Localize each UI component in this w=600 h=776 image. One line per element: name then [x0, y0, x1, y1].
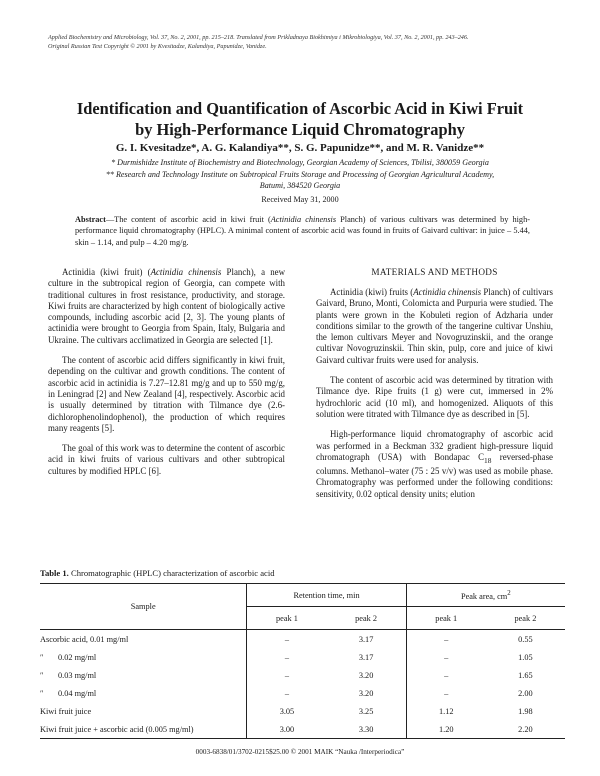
cell-pa2: 2.20 [486, 720, 565, 739]
right-column [316, 267, 553, 509]
cell-sample: ″ 0.02 mg/ml [40, 648, 247, 666]
affiliation-2 [40, 169, 560, 191]
cell-rt1: 3.00 [247, 720, 327, 739]
table-row [40, 648, 565, 666]
methods-p1-species: Actinidia chinensis [413, 287, 482, 297]
cell-rt2: 3.20 [327, 684, 407, 702]
table-caption [40, 568, 565, 579]
cell-sample: ″ 0.03 mg/ml [40, 666, 247, 684]
cell-rt2: 3.20 [327, 666, 407, 684]
title-line-1: Identification and Quantification of Ascorbic Acid in Kiwi Fruit [76, 99, 524, 118]
table-caption-text: Chromatographic (HPLC) characterization of ascorbic acid [68, 568, 275, 578]
table-row [40, 720, 565, 739]
cell-pa2: 1.65 [518, 670, 533, 680]
peak-area-label: Peak area, cm [460, 591, 508, 601]
cell-sample: Kiwi fruit juice + ascorbic acid (0.005 mg/ml) [40, 720, 247, 739]
affiliation-2-line-2: Batumi, 384520 Georgia [259, 181, 341, 190]
abstract-text-1: —The content of ascorbic acid in kiwi fruit ( [105, 215, 271, 224]
intro-p1-species: Actinidia chinensis [150, 267, 222, 277]
subheader-rt-peak2: peak 2 [327, 607, 407, 630]
author-list: G. I. Kvesitadze*, A. G. Kalandiya**, S. G. Papunidze**, and M. R. Vanidze** [115, 142, 485, 154]
abstract-label: Abstract [75, 215, 106, 224]
methods-p3-text-a: High-performance liquid chromatography of ascorbic acid was performed in a Beckman 332 gradient high-pressure liquid chromatograph (USA) with Bondapac C [316, 429, 553, 462]
cell-rt2: 3.17 [327, 630, 407, 649]
received-date: Received May 31, 2000 [261, 195, 339, 204]
table-caption-label: Table 1. [40, 568, 69, 578]
cell-rt2: 3.30 [327, 720, 407, 739]
cell-pa2: 0.55 [518, 634, 533, 644]
paper-title [40, 98, 560, 140]
section-heading: MATERIALS AND METHODS [371, 267, 498, 277]
cell-rt2: 3.17 [327, 648, 407, 666]
methods-p1-text-b: Planch) of cultivars Gaivard, Bruno, Monti, Colomicta and Purpuria were studied. The plants were grown in the Kobuleti region of Adzharia under conditions similar to the growth of the tangerine cultivar Unshiu, the lemon cultivars Meyer and Novogruzinskii, and the orange cultivar Novogruzinskii. Thin skin, pulp, core and juice of kiwi Gaivard cultivar fruits were used for analysis. [316, 287, 553, 365]
table-row [40, 666, 565, 684]
copyright-footer: 0003-6838/01/3702-0215$25.00 © 2001 MAIK “Nauka /Interperiodica” [195, 748, 405, 756]
cell-sample: ″ 0.04 mg/ml [40, 684, 247, 702]
cell-pa2: 1.05 [518, 652, 533, 662]
intro-paragraph-2: The content of ascorbic acid differs significantly in kiwi fruit, depending on the cultivar and growth conditions. The content of ascorbic acid in actinidia is 7.27–12.81 mg/g and up to 550 mg/g, in Leningrad [2] and New Zealand [4], respectively. Ascorbic acid is usually determined by titration with Tilmance dye (2.6-dichlorophenolindophenol), the production of which requires many reagents [5]. [48, 355, 285, 433]
subheader-pa-peak1: peak 1 [406, 607, 486, 630]
col-header-retention: Retention time, min [247, 584, 406, 607]
intro-p1-text-b: Planch), a new culture in the subtropical region of Georgia, can compete with traditional cultures in frost resistance, productivity, and storage. Kiwi fruits are characterized by high content of biologically active compounds, including ascorbic acid [2, 3]. The young plants of actinidia were brought to Georgia from Spain, Italy, Bulgaria and Ukraine. The cultivars acclimatized in Georgia are selected [1]. [48, 267, 286, 345]
subheader-pa-peak2: peak 2 [486, 607, 565, 630]
affiliation-1: * Durmishidze Institute of Biochemistry and Biotechnology, Georgian Academy of Sciences, Tbilisi, 380059 Georgia [111, 158, 489, 167]
methods-p3-subscript: 18 [484, 455, 492, 465]
cell-rt1: 3.05 [279, 706, 295, 716]
methods-p1-text-a: Actinidia (kiwi) fruits ( [330, 287, 414, 297]
cell-pa2: 2.00 [518, 688, 533, 698]
hplc-table [40, 583, 565, 739]
abstract-text-2: Planch) of various cultivars was determined by high-performance liquid chromatography (HPLC). A minimal content of ascorbic acid was found in fruits of Gaivard cultivar: in juice – 5.44, skin – 1.14, and pulp – 4.20 mg/g. [75, 215, 530, 247]
cell-sample: Ascorbic acid, 0.01 mg/ml [40, 630, 247, 649]
cell-pa1: 1.20 [406, 720, 486, 739]
cell-pa2: 1.98 [518, 706, 533, 716]
cell-rt2: 3.25 [327, 702, 407, 720]
journal-header [48, 33, 568, 51]
intro-paragraph-1 [48, 267, 285, 346]
cell-sample: Kiwi fruit juice [40, 702, 247, 720]
abstract-species: Actinidia chinensis [270, 215, 337, 224]
header-citation: Applied Biochemistry and Microbiology, Vol. 37, No. 2, 2001, pp. 215–218. Translated from Prikladnaya Biokhimiya i Mikrobiologiya, Vol. 37, No. 2, 2001, pp. 243–246. [48, 34, 469, 41]
abstract [75, 214, 530, 248]
subheader-rt-peak1: peak 1 [247, 607, 327, 630]
cell-pa1: – [444, 652, 449, 662]
peak-area-unit-sup: 2 [507, 590, 511, 598]
cell-pa1: 1.12 [438, 706, 454, 716]
header-copyright: Original Russian Text Copyright © 2001 by Kvesitadze, Kalandiya, Papunidze, Vanidze. [48, 43, 267, 50]
left-column [48, 267, 285, 486]
cell-pa1: – [444, 670, 449, 680]
cell-pa1: – [444, 634, 449, 644]
col-header-peak-area [406, 584, 565, 607]
intro-p1-text-a: Actinidia (kiwi fruit) ( [62, 267, 151, 277]
cell-rt1: – [284, 688, 290, 698]
methods-p3-text-b: reversed-phase columns. Methanol–water (75 : 25 v/v) was used as mobile phase. Chromatography was performed under the following conditions: sensitivity, 0.02 optical density units; elution [316, 451, 553, 499]
methods-paragraph-2: The content of ascorbic acid was determined by titration with Tilmance dye. Ripe fruits (1 g) were cut, immersed in 2% hydrochloric acid (10 ml), and homogenized. Aliquots of this solution were titrated with Tilmance dye as described in [5]. [316, 375, 553, 419]
cell-rt1: – [284, 652, 290, 662]
cell-rt1: – [284, 634, 290, 644]
cell-pa1: – [444, 688, 449, 698]
col-header-sample: Sample [40, 584, 247, 630]
methods-paragraph-1 [316, 287, 553, 366]
table-row [40, 630, 565, 649]
intro-paragraph-3: The goal of this work was to determine the content of ascorbic acid in kiwi fruits of various cultivars and other subtropical cultures by modified HPLC [6]. [48, 443, 285, 476]
affiliation-2-line-1: ** Research and Technology Institute on Subtropical Fruits Storage and Processing of Georgian Agricultural Academy, [105, 170, 495, 179]
methods-paragraph-3 [316, 429, 553, 500]
table-row [40, 684, 565, 702]
cell-rt1: – [284, 670, 290, 680]
table-row [40, 702, 565, 720]
title-line-2: by High-Performance Liquid Chromatography [135, 120, 465, 139]
